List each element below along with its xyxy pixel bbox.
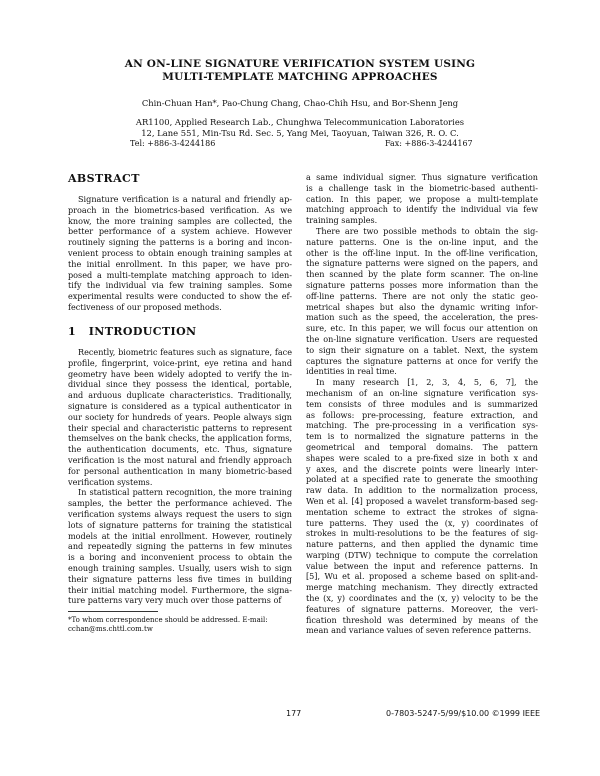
paper-title-line-1: AN ON-LINE SIGNATURE VERIFICATION SYSTEM USING (124, 58, 476, 70)
text-line: samples, the better the performance achieved. The (68, 498, 292, 509)
text-line: venient process to obtain enough training samples at (68, 247, 292, 258)
text-line: geometrical and temporal domains. The pattern (306, 441, 538, 452)
text-line: is a boring and inconvenient process to obtain the (68, 552, 292, 563)
text-line: sure, etc. In this paper, we will focus our attention on (306, 323, 538, 334)
text-line: mation such as the speed, the acceleration, the pres- (306, 312, 538, 323)
introduction-heading: 1 INTRODUCTION (68, 325, 197, 338)
text-line: the signature patterns were signed on the papers, and (306, 258, 538, 269)
text-line: Wen et al. [4] proposed a wavelet transform-based seg- (306, 495, 538, 506)
text-line: In many research [1, 2, 3, 4, 5, 6, 7], the (316, 377, 538, 388)
text-line: ture patterns. They used the (x, y) coordinates of (306, 517, 538, 528)
text-line: the authentication documents, etc. Thus, signature (68, 444, 292, 455)
text-line: experimental results were conducted to show the ef- (68, 291, 292, 302)
affiliation-line-2: 12, Lane 551, Min-Tsu Rd. Sec. 5, Yang Mei, Taoyuan, Taiwan 326, R. O. C. (141, 128, 459, 138)
text-line: other is the off-line input. In the off-line verification, (306, 247, 538, 258)
footnote-line-1: *To whom correspondence should be addressed. E-mail: (68, 616, 268, 624)
text-line: routinely signing the patterns is a boring and incon- (68, 237, 292, 248)
fax: Fax: +886-3-4244167 (385, 139, 473, 148)
authors: Chin-Chuan Han*, Pao-Chung Chang, Chao-Chih Hsu, and Bor-Shenn Jeng (141, 98, 459, 108)
text-line: features of signature patterns. Moreover, the veri- (306, 603, 538, 614)
text-line: and arduous duplicate characteristics. Traditionally, (68, 390, 292, 401)
text-line: [5], Wu et al. proposed a scheme based on split-and- (306, 571, 538, 582)
text-line: better performance of a system achieve. However (68, 226, 292, 237)
text-line: geometry have been widely adopted to verify the in- (68, 368, 292, 379)
text-line: captures the signature patterns at once for verify the (306, 355, 538, 366)
text-line: enough training samples. Usually, users wish to sign (68, 562, 292, 573)
text-line: their signature patterns less five times in building (68, 573, 292, 584)
text-line: nature patterns, and then applied the dynamic time (306, 539, 538, 550)
copyright-notice: 0-7803-5247-5/99/$10.00 ©1999 IEEE (386, 709, 541, 718)
text-line: proach in the biometrics-based verification. As we (68, 204, 292, 215)
text-line: merge matching mechanism. They directly extracted (306, 582, 538, 593)
text-line: raw data. In addition to the normalization process, (306, 485, 538, 496)
text-line: In statistical pattern recognition, the more training (78, 487, 292, 498)
text-line: identities in real time. (306, 366, 397, 377)
text-line: nature patterns. One is the on-line input, and the (306, 236, 538, 247)
text-line: mechanism of an on-line signature verification sys- (306, 387, 538, 398)
text-line: models at the initial enrollment. However, routinely (68, 530, 292, 541)
text-line: dividual since they possess the identical, portable, (68, 379, 292, 390)
text-line: polated at a specified rate to generate the smoothing (306, 474, 538, 485)
telephone: Tel: +886-3-4244186 (130, 139, 216, 148)
text-line: verification systems. (68, 476, 153, 487)
left-column-body (68, 347, 292, 606)
text-line: as follows: pre-processing, feature extraction, and (306, 409, 538, 420)
text-line: know, the more training samples are collected, the (68, 215, 292, 226)
text-line: the (x, y) coordinates and the (x, y) velocity to be the (306, 593, 538, 604)
text-line: value between the input and reference patterns. In (306, 560, 538, 571)
text-line: fication threshold was determined by means of the (306, 614, 538, 625)
text-line: Recently, biometric features such as signature, face (78, 347, 292, 357)
text-line: posed a multi-template matching approach to iden- (68, 269, 292, 280)
contact-line (0, 139, 600, 150)
affiliation-line-1: AR1100, Applied Research Lab., Chunghwa Telecommunication Laboratories (135, 117, 465, 127)
text-line: mentation scheme to extract the strokes of signa- (306, 506, 538, 517)
abstract-heading: ABSTRACT (68, 172, 140, 185)
paper-title-line-2: MULTI-TEMPLATE MATCHING APPROACHES (162, 71, 438, 83)
text-line: cation. In this paper, we propose a multi-template (306, 193, 538, 204)
text-line: verification is the most natural and friendly approach (68, 454, 292, 465)
text-line: y axes, and the discrete points were linearly inter- (306, 463, 538, 474)
right-column-body (306, 172, 538, 636)
text-line: Signature verification is a natural and friendly ap- (78, 194, 292, 204)
text-line: a same individual signer. Thus signature verification (306, 172, 538, 182)
text-line: fectiveness of our proposed methods. (68, 301, 222, 312)
text-line: ture patterns vary very much over those patterns of (68, 595, 282, 606)
text-line: our society for hundreds of years. People always sign (68, 411, 292, 422)
text-line: tify the individual via few training samples. Some (68, 280, 292, 291)
text-line: themselves on the bank checks, the application forms, (68, 433, 292, 444)
text-line: tem is to normalized the signature patterns in the (306, 431, 538, 442)
text-line: metrical shapes but also the dynamic writing infor- (306, 301, 538, 312)
text-line: is a challenge task in the biometric-based authenti- (306, 182, 538, 193)
text-line: strokes in multi-resolutions to be the features of sig- (306, 528, 538, 539)
text-line: the on-line signature verification. Users are requested (306, 333, 538, 344)
text-line: signature patterns posses more information than the (306, 279, 538, 290)
text-line: training samples. (306, 215, 378, 226)
text-line: for personal authentication in many biometric-based (68, 465, 292, 476)
text-line: their initial matching model. Furthermore, the signa- (68, 584, 292, 595)
text-line: warping (DTW) technique to compute the correlation (306, 549, 538, 560)
footnote-rule (68, 611, 158, 612)
text-line: tem consists of three modules and is summarized (306, 398, 538, 409)
text-line: mean and variance values of seven reference patterns. (306, 625, 532, 636)
text-line: matching. The pre-processing in a verification sys- (306, 420, 538, 431)
footnote-line-2: cchan@ms.chttl.com.tw (68, 625, 153, 633)
text-line: shapes were scaled to a pre-fixed size in both x and (306, 452, 538, 463)
text-line: the initial enrollment. In this paper, we have pro- (68, 258, 292, 269)
text-line: There are two possible methods to obtain the sig- (316, 225, 538, 236)
text-line: their special and characteristic patterns to represent (68, 422, 292, 433)
text-line: matching approach to identify the individual via few (306, 204, 538, 215)
page-number: 177 (286, 709, 302, 718)
text-line: and repeatedly signing the patterns in few minutes (68, 541, 292, 552)
text-line: signature is considered as a typical authenticator in (68, 400, 292, 411)
text-line: then scanned by the plate form scanner. The on-line (306, 269, 538, 280)
abstract-body (68, 194, 292, 313)
text-line: to sign their signature on a tablet. Next, the system (306, 344, 538, 355)
text-line: verification systems always request the users to sign (68, 508, 292, 519)
text-line: lots of signature patterns for training the statistical (68, 519, 292, 530)
text-line: profile, fingerprint, voice-print, eye retina and hand (68, 357, 292, 368)
text-line: off-line patterns. There are not only the static geo- (306, 290, 538, 301)
